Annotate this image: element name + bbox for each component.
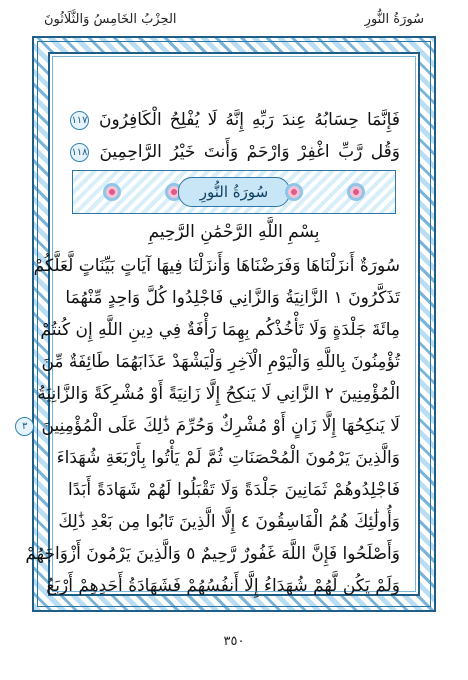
text-line: الْمُؤْمِنِينَ ٢ الزَّانِي لَا يَنكِحُ إِلَّا زَانِيَةً أَوْ مُشْرِكَةً وَالزَّانِيَةُ bbox=[37, 384, 400, 404]
text-line: تَذَكَّرُونَ ١ الزَّانِيَةُ وَالزَّانِي فَاجْلِدُوا كُلَّ وَاحِدٍ مِّنْهُمَا bbox=[65, 288, 400, 308]
verse-line-117 bbox=[68, 106, 400, 134]
text-line: تُؤْمِنُونَ بِاللَّهِ وَالْيَوْمِ الْآخِرِ وَلْيَشْهَدْ عَذَابَهُمَا طَائِفَةٌ مِّنَ bbox=[41, 352, 400, 372]
page-number: ٣٥٠ bbox=[223, 634, 245, 649]
text-line bbox=[21, 412, 400, 440]
text-line: وَالَّذِينَ يَرْمُونَ الْمُحْصَنَاتِ ثُمَّ لَمْ يَأْتُوا بِأَرْبَعَةِ شُهَدَاءَ bbox=[56, 448, 400, 468]
surah-title-banner bbox=[72, 170, 396, 214]
aya-marker: ١١٨ bbox=[70, 143, 89, 162]
verse-text: وَقُل رَّبِّ اغْفِرْ وَارْحَمْ وَأَنتَ خَيْرُ الرَّاحِمِينَ bbox=[99, 142, 400, 162]
text-area bbox=[21, 52, 420, 596]
flower-ornament-icon bbox=[347, 183, 365, 201]
text-line: مِائَةَ جَلْدَةٍ وَلَا تَأْخُذْكُم بِهِمَا رَأْفَةٌ فِي دِينِ اللَّهِ إِن كُنتُمْ bbox=[40, 320, 400, 340]
hizb-header: الحِزْبُ الخَامِسُ وَالثَّلَاثُونَ bbox=[44, 12, 177, 27]
flower-ornament-icon bbox=[103, 183, 121, 201]
surah-title: سُورَةُ النُّورِ bbox=[178, 177, 290, 207]
aya-marker: ١١٧ bbox=[70, 111, 89, 130]
text-line: سُورَةٌ أَنزَلْنَاهَا وَفَرَضْنَاهَا وَأَنزَلْنَا فِيهَا آيَاتٍ بَيِّنَاتٍ لَّعَلَّكُمْ bbox=[33, 256, 400, 276]
verse-line-118 bbox=[68, 138, 400, 166]
verse-text: فَإِنَّمَا حِسَابُهُ عِندَ رَبِّهِ إِنَّهُ لَا يُفْلِحُ الْكَافِرُونَ bbox=[99, 110, 400, 130]
text-line: وَلَمْ يَكُن لَّهُمْ شُهَدَاءُ إِلَّا أَنفُسُهُمْ فَشَهَادَةُ أَحَدِهِمْ أَرْبَعُ bbox=[46, 576, 400, 596]
text-line: وَأَصْلَحُوا فَإِنَّ اللَّهَ غَفُورٌ رَّحِيمٌ ٥ وَالَّذِينَ يَرْمُونَ أَزْوَاجَهُمْ bbox=[25, 544, 400, 564]
surah-header: سُورَةُ النُّورِ bbox=[364, 12, 424, 27]
text-line: وَأُولَٰئِكَ هُمُ الْفَاسِقُونَ ٤ إِلَّا الَّذِينَ تَابُوا مِن بَعْدِ ذَٰلِكَ bbox=[58, 512, 400, 532]
aya-marker: ٣ bbox=[15, 417, 34, 436]
flower-ornament-icon bbox=[285, 183, 303, 201]
basmala: بِسْمِ اللَّهِ الرَّحْمَٰنِ الرَّحِيمِ bbox=[148, 222, 320, 242]
text-line: فَاجْلِدُوهُمْ ثَمَانِينَ جَلْدَةً وَلَا تَقْبَلُوا لَهُمْ شَهَادَةً أَبَدًا bbox=[68, 480, 400, 500]
ornamental-frame bbox=[21, 36, 436, 612]
verse-text: لَا يَنكِحُهَا إِلَّا زَانٍ أَوْ مُشْرِكٌ وَحُرِّمَ ذَٰلِكَ عَلَى الْمُؤْمِنِينَ bbox=[41, 416, 400, 436]
